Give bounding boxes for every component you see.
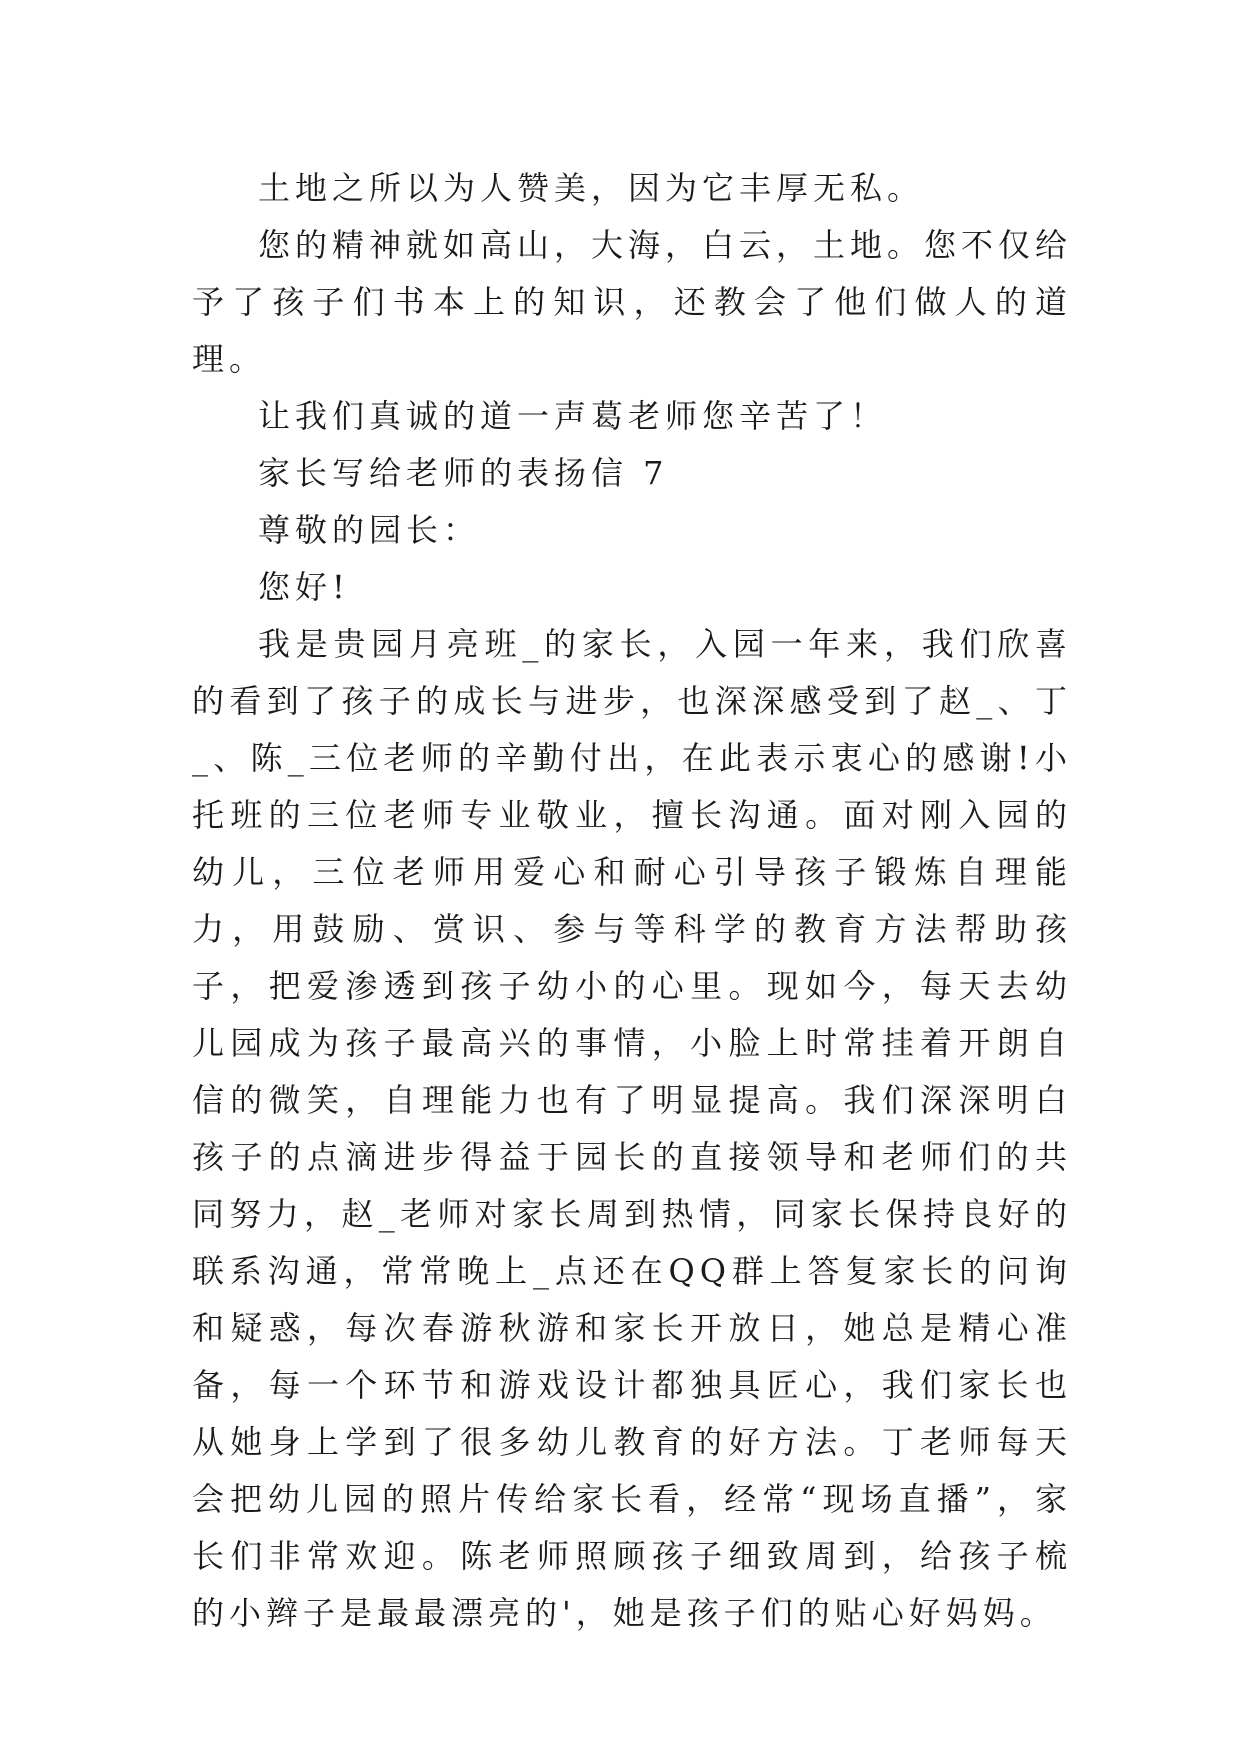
letter-body: 我是贵园月亮班_的家长，入园一年来，我们欣喜的看到了孩子的成长与进步，也深深感受到了赵_、丁_、陈_三位老师的辛勤付出，在此表示衷心的感谢!小托班的三位老师专业敬业，擅长沟通。面对刚入园的幼儿，三位老师用爱心和耐心引导孩子锻炼自理能力，用鼓励、赏识、参与等科学的教育方法帮助孩子，把爱渗透到孩子幼小的心里。现如今，每天去幼儿园成为孩子最高兴的事情，小脸上时常挂着开朗自信的微笑，自理能力也有了明显提高。我们深深明白孩子的点滴进步得益于园长的直接领导和老师们的共同努力，赵_老师对家长周到热情，同家长保持良好的联系沟通，常常晚上_点还在QQ群上答复家长的问询和疑惑，每次春游秋游和家长开放日，她总是精心准备，每一个环节和游戏设计都独具匠心，我们家长也从她身上学到了很多幼儿教育的好方法。丁老师每天会把幼儿园的照片传给家长看，经常“现场直播”，家长们非常欢迎。陈老师照顾孩子细致周到，给孩子梳的小辫子是最最漂亮的'，她是孩子们的贴心好妈妈。 [192, 625, 1072, 1632]
paragraph-spirit: 您的精神就如高山，大海，白云，土地。您不仅给予了孩子们书本上的知识，还教会了他们做人的道理。 [192, 226, 1073, 378]
salutation: 尊敬的园长： [258, 511, 481, 549]
greeting: 您好! [258, 568, 350, 606]
section-heading: 家长写给老师的表扬信 7 [258, 454, 669, 492]
paragraph-land: 土地之所以为人赞美，因为它丰厚无私。 [258, 169, 925, 207]
document-body [192, 160, 1072, 1642]
paragraph-thanks: 让我们真诚的道一声葛老师您辛苦了！ [258, 397, 888, 435]
